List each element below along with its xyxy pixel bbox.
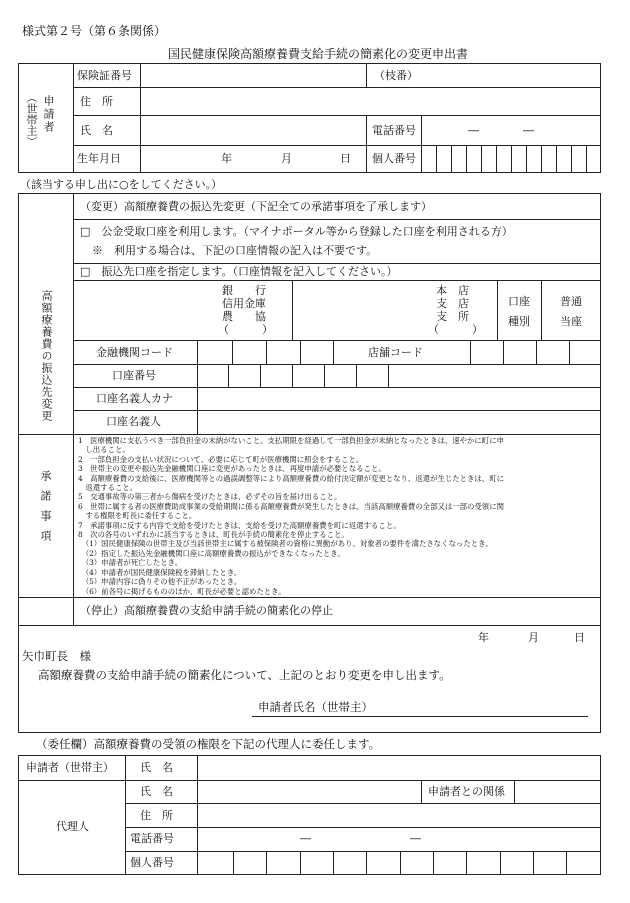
signature-label: 申請者氏名（世帯主） — [258, 700, 373, 714]
consent-item: （2）指定した振込先金融機関口座に高額療養費の振込ができなくなったとき。 — [78, 548, 345, 558]
name-label: 氏 名 — [80, 124, 113, 137]
agent-phone-field[interactable]: ― ― — [300, 832, 421, 845]
agent-name-label: 氏 名 — [140, 785, 173, 798]
consent-item: する権限を町長に委任すること。 — [78, 511, 197, 521]
bank-code-label: 金融機関コード — [96, 346, 173, 359]
consent-item: 8 次の各号のいずれかに該当するときは、町長が手続の簡素化を停止すること。 — [78, 530, 349, 540]
consent-item: 4 高額療養費の支給後に、医療機関等との過誤調整等により高額療養費の給付決定額が変更となり、返還が生じたときは、町に — [78, 473, 504, 483]
branch-type-office[interactable]: 支 所 — [436, 310, 469, 323]
phone-field[interactable]: ― ― — [468, 124, 534, 137]
branch-type-other: （ ） — [428, 323, 483, 336]
branch-code-label: 店舗コード — [368, 346, 423, 359]
consent-item: 3 世帯主の変更や振込先金融機関口座に変更があったときは、再度申請が必要となること。 — [78, 464, 386, 474]
declaration-date-month: 月 — [528, 631, 539, 644]
name-input[interactable] — [141, 116, 365, 144]
consent-side-label: 承諾事項 — [39, 470, 52, 550]
branch-type-head[interactable]: 本 店 — [436, 284, 469, 297]
dob-year: 年 — [221, 152, 232, 165]
consent-item: 5 交通事故等の第三者から傷病を受けたときは、必ずその旨を届け出ること。 — [78, 492, 342, 502]
agent-name-input[interactable] — [198, 781, 420, 802]
form-title: 国民健康保険高額療養費支給手続の簡素化の変更申出書 — [168, 47, 469, 61]
form-number: 様式第２号（第６条関係） — [22, 24, 167, 38]
account-type-label-2: 種別 — [508, 315, 530, 328]
declaration-date-year: 年 — [478, 631, 489, 644]
consent-list — [78, 436, 598, 596]
relation-input[interactable] — [515, 781, 600, 802]
delegation-applicant-name-label: 氏 名 — [140, 761, 173, 774]
agent-address-label: 住 所 — [140, 809, 173, 822]
insurance-number-input[interactable] — [141, 64, 365, 86]
instruction-text: （該当する申し出に○をしてください。） — [20, 178, 223, 191]
bank-type-nokyo[interactable]: 農 協 — [222, 310, 266, 323]
applicant-section-label: 申請者 — [42, 95, 55, 134]
consent-item: （3）申請者が死亡したとき。 — [78, 558, 183, 568]
bank-type-shinkin[interactable]: 信用金庫 — [222, 297, 266, 310]
consent-item: （5）申請内容に偽りその他不正があったとき。 — [78, 577, 242, 587]
consent-item: 1 医療機関に支払うべき一部負担金の未納がないこと。支払期限を経過して一部負担金が未納となったときは、速やかに町に申 — [78, 436, 504, 445]
branch-type-branch[interactable]: 支 店 — [436, 297, 469, 310]
dob-day: 日 — [340, 152, 351, 165]
account-holder-label: 口座名義人 — [106, 415, 161, 428]
change-heading[interactable]: （変更）高額療養費の振込先変更（下記全ての承諾事項を了承します） — [80, 200, 432, 213]
declaration-date-day: 日 — [574, 631, 585, 644]
phone-label: 電話番号 — [372, 124, 416, 137]
account-type-ordinary[interactable]: 普通 — [560, 295, 582, 308]
account-type-label-1: 口座 — [508, 295, 530, 308]
agent-personal-number-label: 個人番号 — [130, 856, 174, 869]
account-holder-input[interactable] — [198, 411, 600, 433]
bank-type-bank[interactable]: 銀 行 — [222, 284, 266, 297]
consent-item: （6）前各号に掲げるもののほか、町長が必要と認めたとき。 — [78, 586, 286, 596]
option-public-account[interactable]: □ 公金受取口座を利用します。（マイナポータル等から登録した口座を利用される方） — [80, 225, 513, 238]
consent-item: 返還すること。 — [78, 483, 138, 493]
insurance-number-label: 保険証番号 — [77, 69, 132, 82]
address-input[interactable] — [141, 88, 600, 114]
consent-item: 7 承諾事項に反する内容で支給を受けたときは、支給を受けた高額療養費を町に返還すること。 — [78, 520, 401, 530]
consent-item: （1）国民健康保険の世帯主及び当該世帯主に属する被保険者の資格に異動があり、対象者の要件を満たさなくなったとき。 — [78, 539, 493, 549]
personal-number-label: 個人番号 — [372, 152, 416, 165]
branch-number-label: （枝番） — [374, 69, 418, 82]
account-number-label: 口座番号 — [112, 369, 156, 382]
consent-item: し出ること。 — [78, 445, 130, 455]
bank-type-other: （ ） — [218, 323, 273, 336]
addressee: 矢巾町長 様 — [22, 649, 91, 663]
delegation-heading: （委任欄）高額療養費の受領の権限を下記の代理人に委任します。 — [36, 737, 381, 751]
delegation-applicant-name-input[interactable] — [198, 756, 600, 779]
dob-label: 生年月日 — [77, 152, 121, 165]
delegation-applicant-label: 申請者（世帯主） — [26, 761, 114, 774]
consent-item: 6 世帯に属する者の医療費助成事業の受給期間に係る高額療養費が発生したときは、当該高額療養費の全部又は一部の受領に関 — [78, 501, 504, 511]
dob-month: 月 — [281, 152, 292, 165]
agent-label: 代理人 — [56, 820, 89, 833]
change-side-label: 高額療養費の振込先変更 — [40, 290, 53, 422]
agent-address-input[interactable] — [198, 804, 600, 826]
option-specify-account[interactable]: □ 振込先口座を指定します。（口座情報を記入してください。） — [80, 265, 398, 278]
applicant-section-sublabel: （世帯主） — [25, 92, 38, 147]
option-public-account-note: ※ 利用する場合は、下記の口座情報の記入は不要です。 — [92, 244, 378, 257]
address-label: 住 所 — [80, 95, 113, 108]
account-kana-input[interactable] — [198, 388, 600, 409]
relation-label: 申請者との関係 — [428, 785, 505, 798]
account-kana-label: 口座名義人カナ — [96, 392, 173, 405]
stop-heading[interactable]: （停止）高額療養費の支給申請手続の簡素化の停止 — [80, 604, 333, 617]
consent-item: 2 一部負担金の支払い状況について、必要に応じて町が医療機関に照会をすること。 — [78, 454, 364, 464]
agent-phone-label: 電話番号 — [130, 832, 174, 845]
signature-line[interactable] — [252, 716, 588, 717]
consent-item: （4）申請者が国民健康保険税を滞納したとき。 — [78, 567, 242, 577]
declaration-statement: 高額療養費の支給申請手続の簡素化について、上記のとおり変更を申し出ます。 — [38, 668, 451, 682]
account-type-current[interactable]: 当座 — [560, 315, 582, 328]
